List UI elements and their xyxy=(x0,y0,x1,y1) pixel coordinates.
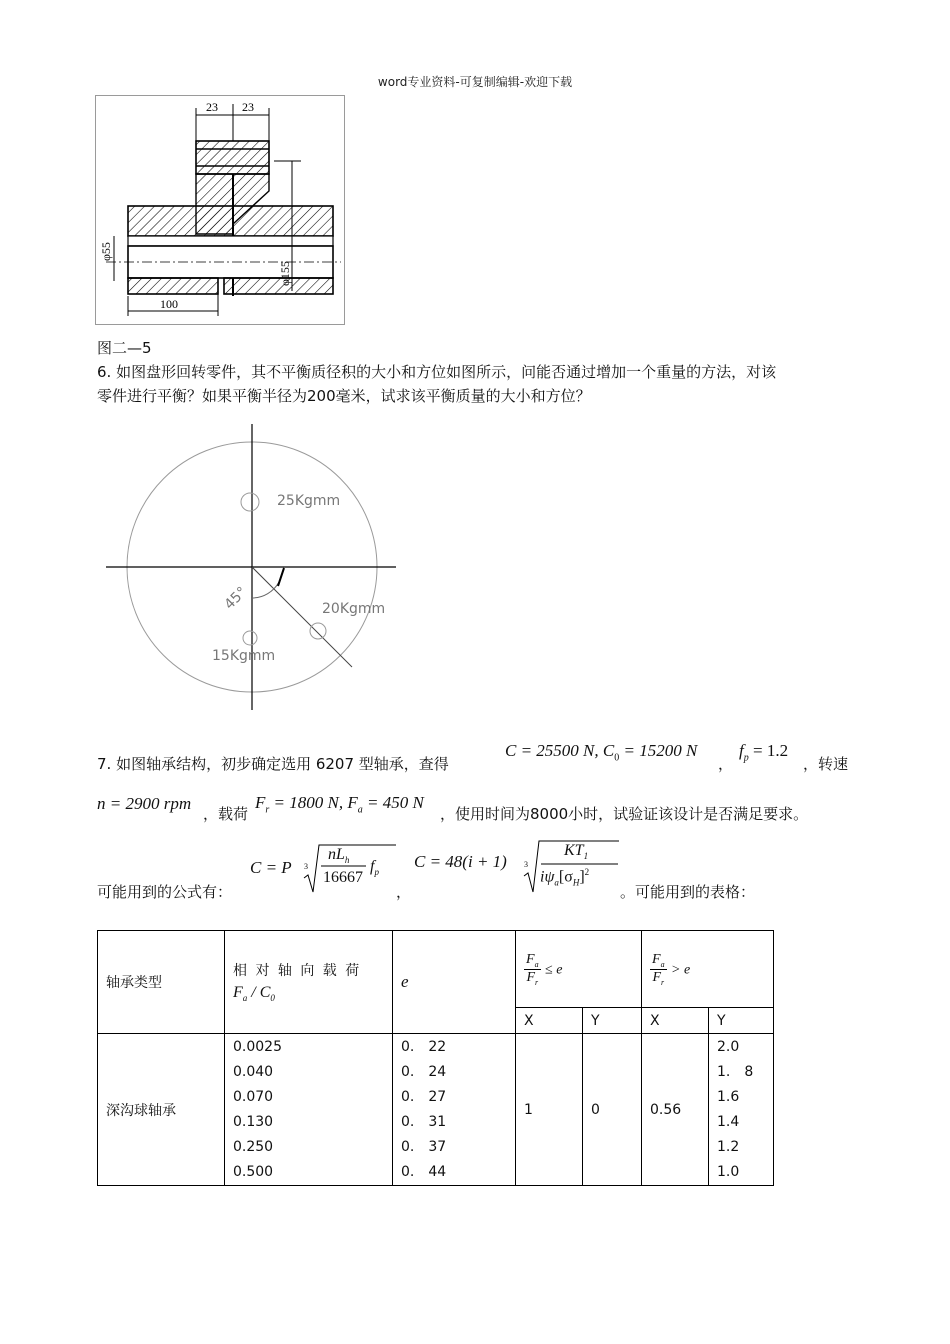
f1-num xyxy=(328,846,349,865)
q7-eq-n: n = 2900 rpm xyxy=(97,794,192,813)
f2-den-sub: a xyxy=(554,877,559,888)
x2-value: 0.56 xyxy=(642,1034,709,1186)
page-header: word专业资料-可复制编辑-欢迎下载 xyxy=(377,75,573,89)
le-num-sub: a xyxy=(534,959,539,969)
sub-y1: Y xyxy=(583,1008,642,1034)
bearing-table xyxy=(97,930,774,1186)
formula-2-lhs: C = 48(i + 1) xyxy=(414,852,507,871)
f1-num-text: nL xyxy=(328,846,345,863)
x1-value: 1 xyxy=(516,1034,583,1186)
q7-eq-f xyxy=(255,793,424,815)
q6-line2: 零件进行平衡？如果平衡半径为200毫米，试求该平衡质量的大小和方位？ xyxy=(97,387,591,405)
q6-line1: 6. 如图盘形回转零件，其不平衡质径积的大小和方位如图所示，问能否通过增加一个重量的方法，对该 xyxy=(97,363,777,381)
header-gt xyxy=(642,931,774,1008)
eq-fp-text: f xyxy=(739,741,744,760)
f2-den xyxy=(540,867,589,888)
dim-top-left: 23 xyxy=(206,100,218,114)
row-type: 深沟球轴承 xyxy=(98,1034,225,1186)
e-value: 0. 24 xyxy=(401,1063,447,1080)
figure-disc-unbalance xyxy=(100,420,410,715)
dim-top-right: 23 xyxy=(242,100,254,114)
label-45deg: 45° xyxy=(221,583,251,613)
eq-c0-text: = 15200 N xyxy=(623,741,698,760)
y2-value: 2.0 xyxy=(717,1038,740,1055)
eq-fp-sub: p xyxy=(743,752,749,764)
eq-c-text: C = 25500 N, C xyxy=(505,741,615,760)
eq-c-sub: 0 xyxy=(614,752,620,764)
disc-drawing xyxy=(100,420,410,715)
formula-1-lhs: C = P xyxy=(250,858,292,877)
le-frac-num xyxy=(524,952,541,970)
f2-den-sup: 2 xyxy=(584,867,590,877)
gt-den-sub: r xyxy=(661,977,665,987)
e-values xyxy=(393,1034,516,1186)
dim-bottom: 100 xyxy=(160,297,178,311)
q7-line2-end: ，使用时间为8000小时，试验证该设计是否满足要求。 xyxy=(440,805,809,823)
load-c-sub: 0 xyxy=(270,993,275,1004)
load-value: 0.0025 xyxy=(233,1038,282,1055)
figure1-caption: 图二—5 xyxy=(97,339,152,357)
header-e: e xyxy=(393,931,516,1034)
formula-label: 可能用到的公式有： xyxy=(97,883,233,901)
f2-num xyxy=(564,842,588,861)
e-value: 0. 27 xyxy=(401,1088,447,1105)
f1-den: 16667 xyxy=(323,869,363,886)
dim-right: φ155 xyxy=(278,261,292,286)
gear-section-drawing xyxy=(96,96,344,324)
f2-den-b: [σ xyxy=(558,868,573,886)
q7-eq-fp xyxy=(739,741,788,763)
f2-num-sub: 1 xyxy=(583,851,589,862)
gt-frac-den xyxy=(650,970,667,987)
q7-comma1: ， xyxy=(718,755,734,773)
le-frac xyxy=(524,952,541,987)
gt-frac-num xyxy=(650,952,667,970)
y2-value: 1.0 xyxy=(717,1163,740,1180)
e-value: 0. 44 xyxy=(401,1163,447,1180)
load-value: 0.070 xyxy=(233,1088,274,1105)
load-f: F xyxy=(233,984,243,1002)
e-value: 0. 31 xyxy=(401,1113,447,1130)
q7-line2-load: ，载荷 xyxy=(203,805,249,823)
eq-fa-sub: a xyxy=(357,804,363,816)
load-c: / C xyxy=(251,984,271,1002)
sub-x2: X xyxy=(642,1008,709,1034)
eq-fr-text: F xyxy=(255,793,266,812)
le-den: F xyxy=(526,969,535,985)
le-frac-den xyxy=(524,970,541,987)
gt-op: > e xyxy=(671,962,691,977)
f1-fp xyxy=(370,858,379,877)
eq-fa-val: = 450 N xyxy=(367,793,424,812)
f2-num-text: KT xyxy=(564,842,584,859)
header-load xyxy=(225,931,393,1034)
figure-gear-section xyxy=(95,95,345,325)
eq-fp-val: = 1.2 xyxy=(752,741,789,760)
load-value: 0.130 xyxy=(233,1113,274,1130)
header-load-formula xyxy=(233,984,384,1003)
f1-fp-sub: p xyxy=(374,867,379,878)
q7-line1-text: 7. 如图轴承结构，初步确定选用 6207 型轴承，查得 xyxy=(97,755,449,773)
f2-den-text: iψ xyxy=(540,868,555,886)
y1-value: 0 xyxy=(583,1034,642,1186)
gt-frac xyxy=(650,952,667,987)
formula-2 xyxy=(522,838,622,894)
label-15kgmm: 15Kgmm xyxy=(212,648,276,664)
formula-1 xyxy=(302,842,398,894)
load-value: 0.040 xyxy=(233,1063,274,1080)
y2-values xyxy=(709,1034,774,1186)
label-20kgmm: 20Kgmm xyxy=(322,601,386,617)
root-index-2: 3 xyxy=(524,860,528,869)
e-value: 0. 22 xyxy=(401,1038,447,1055)
y2-value: 1.4 xyxy=(717,1113,740,1130)
eq-fr-sub: r xyxy=(265,804,270,816)
f2-den-c: ] xyxy=(579,868,585,886)
y2-value: 1. 8 xyxy=(717,1063,754,1080)
label-25kgmm: 25Kgmm xyxy=(277,493,341,509)
f1-fp-text: f xyxy=(370,858,375,875)
gt-num-sub: a xyxy=(660,959,665,969)
header-load-text: 相 对 轴 向 载 荷 xyxy=(233,963,362,980)
le-den-sub: r xyxy=(535,977,539,987)
eq-fr-val: = 1800 N, F xyxy=(273,793,358,812)
q7-line1-end: ，转速 xyxy=(803,755,849,773)
y2-value: 1.6 xyxy=(717,1088,740,1105)
load-values xyxy=(225,1034,393,1186)
e-value: 0. 37 xyxy=(401,1138,447,1155)
le-num: F xyxy=(526,951,535,967)
gt-num: F xyxy=(652,951,661,967)
y2-value: 1.2 xyxy=(717,1138,740,1155)
root-index-1: 3 xyxy=(304,862,308,871)
sub-x1: X xyxy=(516,1008,583,1034)
le-op: ≤ e xyxy=(545,962,563,977)
load-value: 0.250 xyxy=(233,1138,274,1155)
table-header-row xyxy=(98,931,774,1008)
formula-comma: ， xyxy=(396,883,412,901)
load-f-sub: a xyxy=(242,993,248,1004)
q7-eq-c xyxy=(505,741,697,763)
gt-den: F xyxy=(652,969,661,985)
load-value: 0.500 xyxy=(233,1163,274,1180)
f2-den-b-sub: H xyxy=(572,877,580,888)
table-label: 。可能用到的表格： xyxy=(620,883,756,901)
header-le xyxy=(516,931,642,1008)
table-row xyxy=(98,1034,774,1186)
f1-num-sub: h xyxy=(344,855,350,866)
sub-y2: Y xyxy=(709,1008,774,1034)
header-type: 轴承类型 xyxy=(98,931,225,1034)
dim-left: φ55 xyxy=(99,242,113,261)
